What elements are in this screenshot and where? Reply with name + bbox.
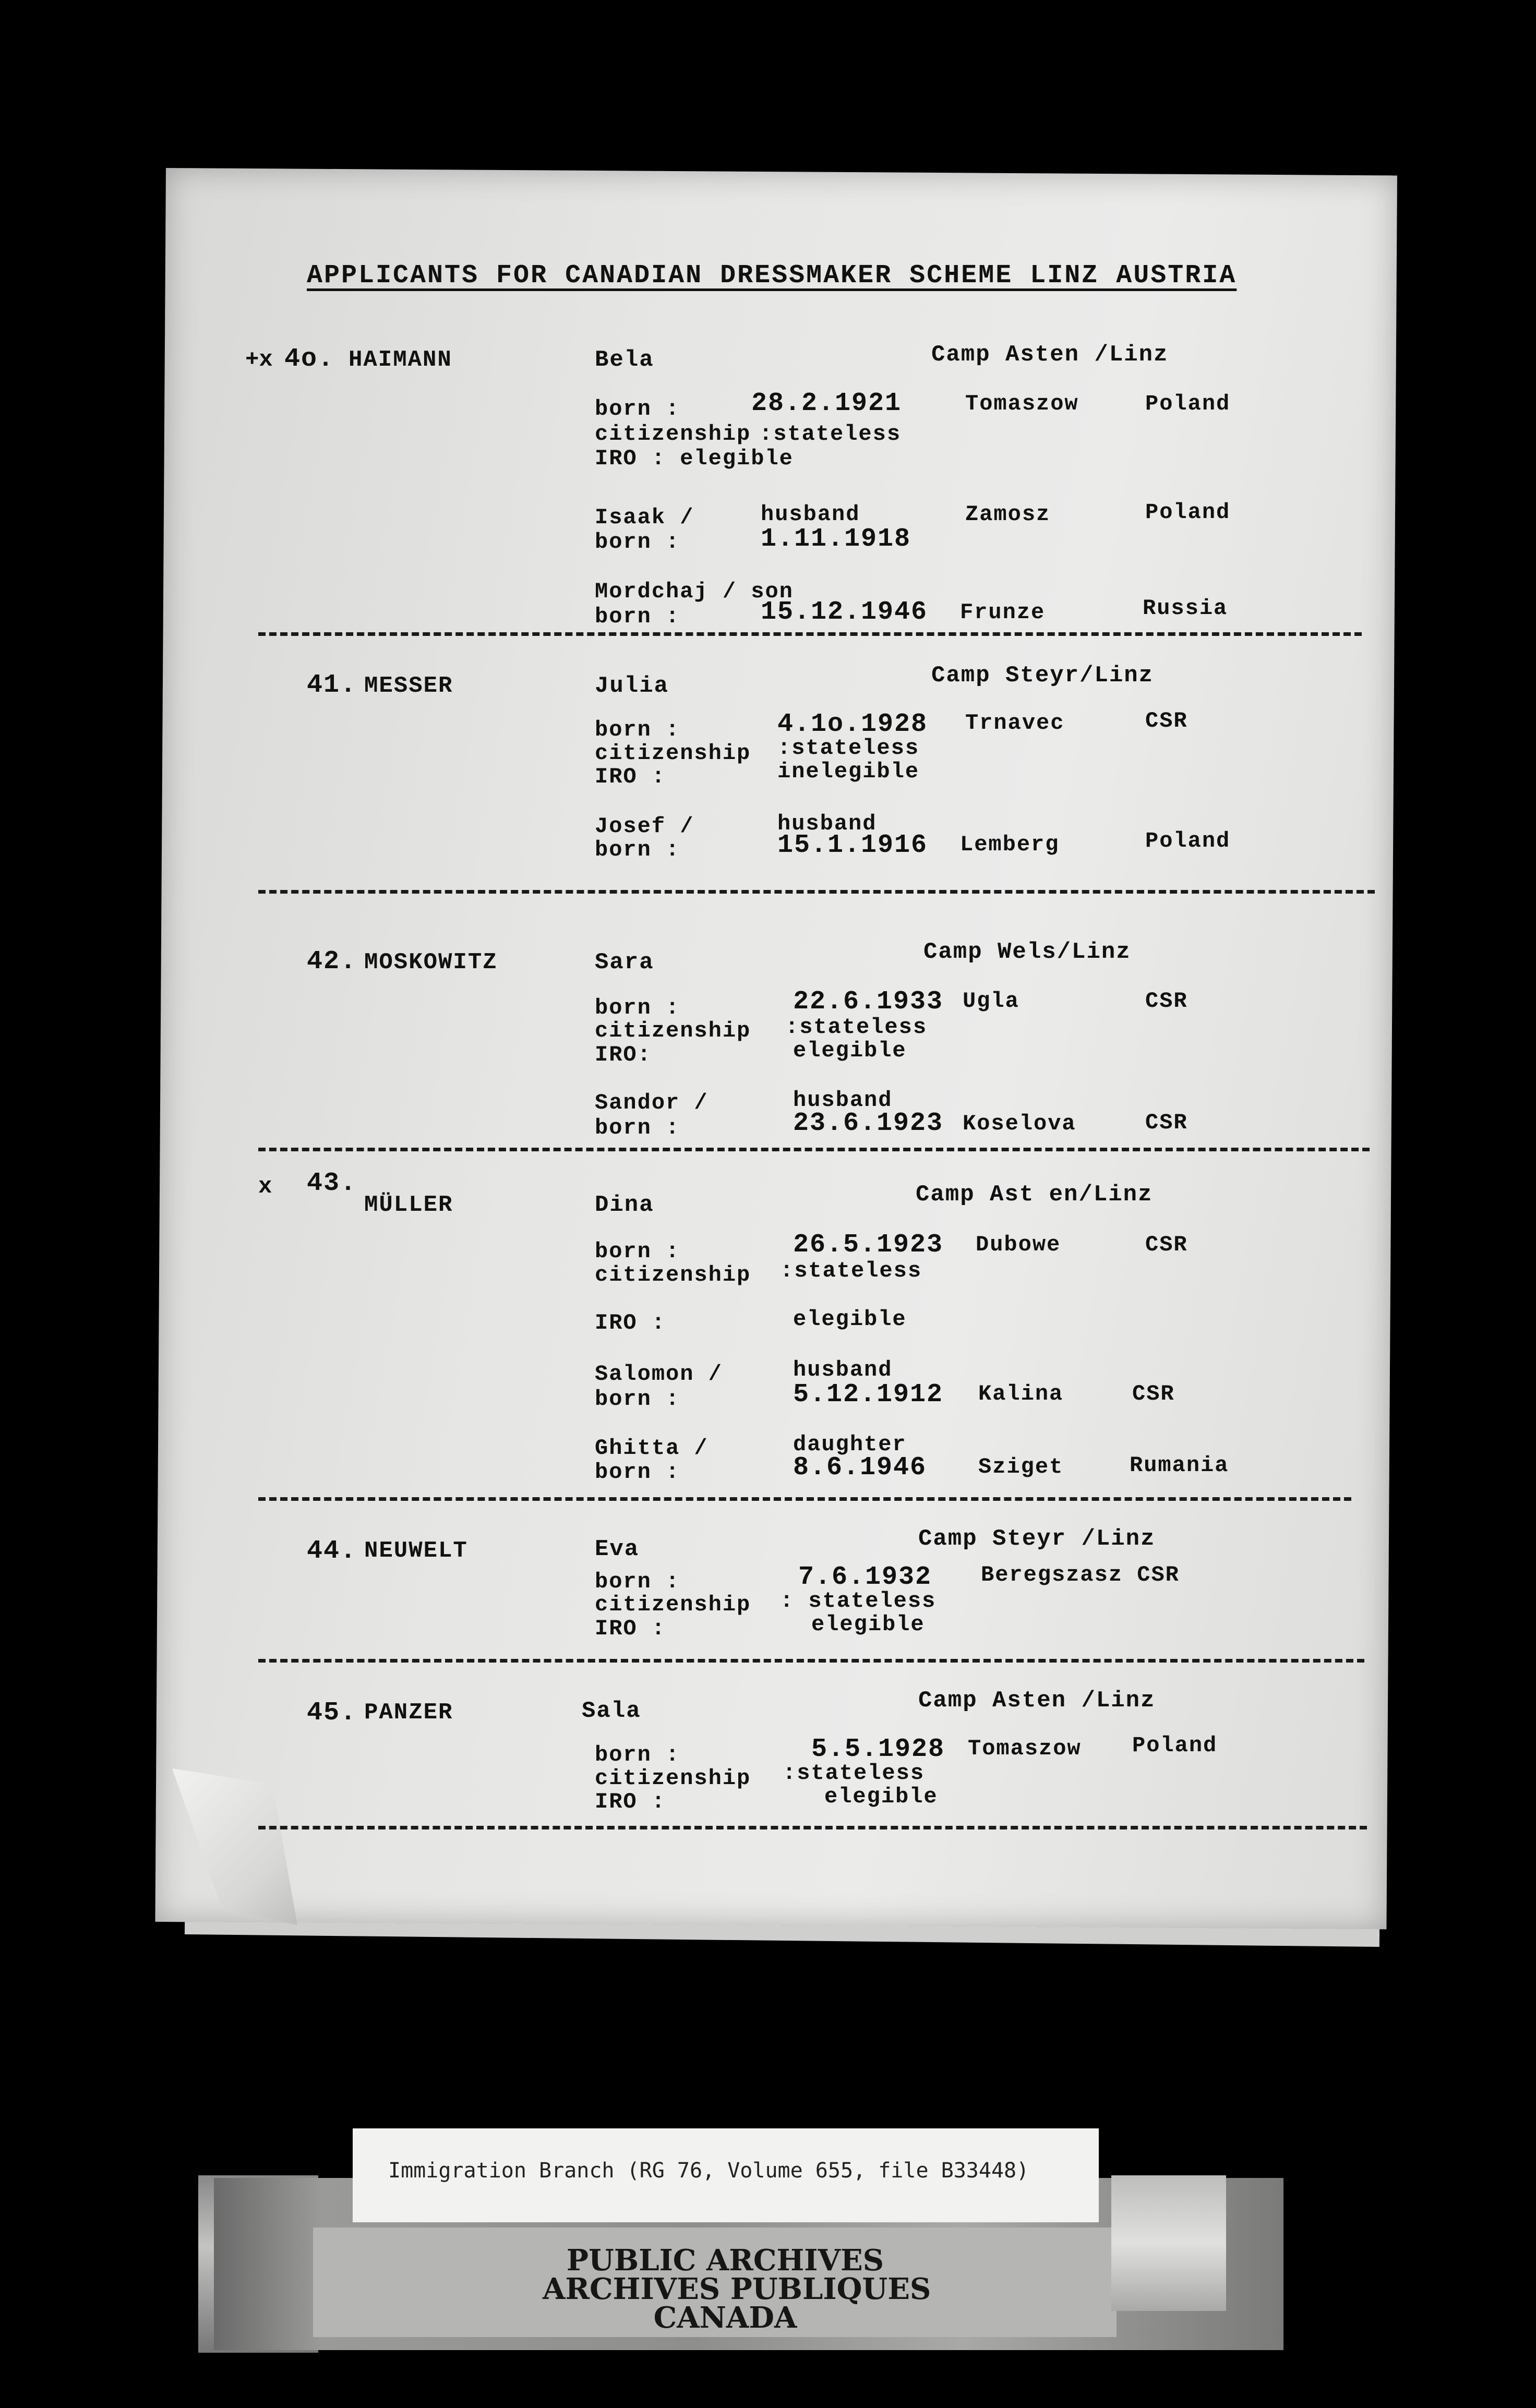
- line-country: CSR: [1145, 1110, 1188, 1135]
- line-place: Dubowe: [976, 1232, 1061, 1257]
- line-value: 7.6.1932: [798, 1562, 932, 1592]
- applicant-given-name: Bela: [595, 347, 654, 373]
- line-value: elegible: [824, 1784, 938, 1809]
- section-divider: [258, 1826, 1367, 1829]
- section-divider: [258, 1497, 1351, 1501]
- line-country: CSR: [1145, 1232, 1188, 1257]
- line-label: born :: [595, 1115, 680, 1140]
- line-value: husband: [777, 811, 877, 836]
- line-value: elegible: [793, 1038, 907, 1063]
- line-place: Sziget: [978, 1454, 1064, 1479]
- line-label: citizenship: [595, 1592, 751, 1617]
- line-place: Tomaszow: [965, 391, 1079, 416]
- applicant-surname: PANZER: [364, 1700, 453, 1726]
- line-country: CSR: [1132, 1381, 1175, 1406]
- line-place: Frunze: [960, 600, 1046, 625]
- applicant-surname: MÜLLER: [364, 1192, 453, 1218]
- entry-number: 45.: [307, 1698, 357, 1728]
- line-value: husband: [793, 1357, 893, 1382]
- document-title: APPLICANTS FOR CANADIAN DRESSMAKER SCHEME LINZ AUSTRIA: [307, 261, 1237, 291]
- line-value: :stateless: [759, 422, 902, 447]
- applicant-given-name: Julia: [595, 673, 669, 699]
- entry-number: 42.: [307, 947, 357, 977]
- camp-location: Camp Wels/Linz: [923, 939, 1131, 965]
- line-label: born :: [595, 1239, 680, 1264]
- line-label: citizenship: [595, 1262, 751, 1287]
- camp-location: Camp Ast en/Linz: [916, 1182, 1153, 1208]
- line-place: Beregszasz CSR: [981, 1562, 1180, 1587]
- line-value: : stateless: [780, 1588, 937, 1614]
- line-label: Ghitta /: [595, 1436, 709, 1461]
- line-value: 28.2.1921: [751, 389, 902, 418]
- line-value: husband: [793, 1088, 893, 1113]
- line-label: Isaak /: [595, 505, 694, 530]
- line-country: Poland: [1145, 391, 1231, 416]
- line-country: Poland: [1145, 828, 1231, 853]
- line-value: 5.5.1928: [811, 1735, 945, 1764]
- line-value: 1.11.1918: [761, 524, 911, 554]
- entry-number: 41.: [307, 670, 357, 700]
- line-value: husband: [761, 502, 860, 527]
- section-divider: [258, 632, 1362, 636]
- applicant-given-name: Eva: [595, 1536, 640, 1562]
- line-label: born :: [595, 1569, 680, 1594]
- line-value: elegible: [811, 1612, 925, 1637]
- line-label: Sandor /: [595, 1090, 709, 1115]
- line-country: Russia: [1143, 596, 1228, 621]
- applicant-surname: NEUWELT: [364, 1538, 468, 1564]
- line-place: Tomaszow: [968, 1736, 1082, 1761]
- line-label: IRO :: [595, 1310, 666, 1335]
- line-label: born :: [595, 717, 680, 742]
- applicant-given-name: Sala: [582, 1698, 641, 1724]
- line-place: Zamosz: [965, 502, 1051, 527]
- section-divider: [258, 1148, 1370, 1151]
- entry-mark: x: [258, 1174, 272, 1200]
- archive-reference-text: Immigration Branch (RG 76, Volume 655, file B33448): [388, 2159, 1029, 2183]
- line-country: CSR: [1145, 989, 1188, 1014]
- camp-location: Camp Asten /Linz: [931, 342, 1169, 368]
- line-value: 15.1.1916: [777, 830, 928, 860]
- line-value: :stateless: [780, 1258, 922, 1283]
- line-label: IRO : elegible: [595, 446, 794, 471]
- line-value: elegible: [793, 1307, 907, 1332]
- line-value: daughter: [793, 1432, 907, 1457]
- line-label: IRO :: [595, 1789, 666, 1814]
- applicant-surname: MOSKOWITZ: [364, 949, 498, 976]
- line-country: Rumania: [1130, 1453, 1229, 1478]
- entry-number: 44.: [307, 1536, 357, 1566]
- line-value: 4.1o.1928: [777, 709, 928, 739]
- line-label: born :: [595, 604, 680, 629]
- entry-number: 4o.: [284, 344, 335, 374]
- line-label: IRO:: [595, 1042, 652, 1067]
- line-label: born :: [595, 529, 680, 555]
- stamp-holder-right: [1111, 2175, 1226, 2311]
- line-label: born :: [595, 1387, 680, 1412]
- line-label: citizenship: [595, 1018, 751, 1043]
- line-value: inelegible: [777, 759, 920, 784]
- line-value: 26.5.1923: [793, 1230, 944, 1260]
- line-label: Salomon /: [595, 1362, 723, 1387]
- line-value: 22.6.1933: [793, 987, 944, 1017]
- line-value: 5.12.1912: [793, 1380, 944, 1410]
- line-place: Kalina: [978, 1381, 1064, 1406]
- section-divider: [258, 890, 1375, 894]
- line-place: Lemberg: [960, 832, 1060, 857]
- line-label: born :: [595, 837, 680, 862]
- line-place: Ugla: [963, 989, 1019, 1014]
- line-label: born :: [595, 1460, 680, 1485]
- section-divider: [258, 1659, 1364, 1663]
- line-value: :stateless: [785, 1015, 928, 1040]
- line-label: born :: [595, 396, 680, 422]
- line-value: 8.6.1946: [793, 1453, 927, 1483]
- stamp-line-public-archives: PUBLIC ARCHIVES: [566, 2243, 884, 2278]
- entry-mark: +x: [245, 347, 273, 373]
- line-label: citizenship: [595, 1766, 751, 1791]
- line-label: citizenship: [595, 741, 751, 766]
- line-place: Koselova: [963, 1111, 1076, 1136]
- applicant-surname: MESSER: [364, 673, 453, 699]
- applicant-given-name: Dina: [595, 1192, 654, 1218]
- camp-location: Camp Asten /Linz: [918, 1688, 1156, 1714]
- line-country: Poland: [1132, 1733, 1218, 1758]
- line-label: Josef /: [595, 814, 694, 839]
- applicant-given-name: Sara: [595, 949, 654, 976]
- camp-location: Camp Steyr /Linz: [918, 1526, 1156, 1552]
- line-value: 15.12.1946: [761, 597, 928, 627]
- line-label: citizenship: [595, 422, 751, 447]
- stamp-line-canada: CANADA: [653, 2301, 797, 2335]
- line-place: Trnavec: [965, 711, 1065, 736]
- line-value: :stateless: [777, 736, 920, 761]
- line-label: born :: [595, 1742, 680, 1767]
- line-country: CSR: [1145, 708, 1188, 733]
- line-label: IRO :: [595, 1616, 666, 1641]
- line-label: IRO :: [595, 764, 666, 789]
- archive-reference-card: [353, 2128, 1099, 2222]
- line-country: Poland: [1145, 500, 1231, 525]
- entry-number: 43.: [307, 1169, 357, 1198]
- applicant-surname: HAIMANN: [349, 347, 452, 373]
- line-label: Mordchaj / son: [595, 579, 794, 604]
- line-value: :stateless: [783, 1761, 925, 1786]
- line-label: born :: [595, 995, 680, 1020]
- line-value: 23.6.1923: [793, 1109, 944, 1138]
- camp-location: Camp Steyr/Linz: [931, 663, 1154, 689]
- stamp-line-archives-publiques: ARCHIVES PUBLIQUES: [543, 2272, 931, 2306]
